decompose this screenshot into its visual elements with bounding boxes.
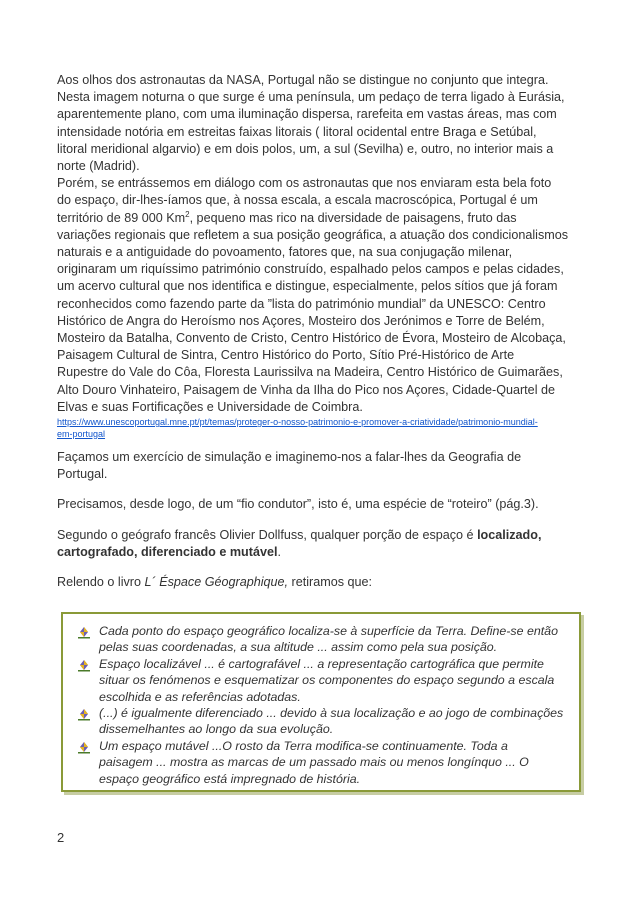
- diamond-bullet-icon: [77, 658, 91, 672]
- intro-line: norte (Madrid).: [57, 159, 140, 174]
- list-item: [77, 738, 577, 787]
- book-title: L´ Éspace Géographique,: [144, 575, 289, 590]
- book-paragraph: [57, 574, 582, 591]
- document-body: [57, 72, 582, 591]
- intro-line: Histórico de Angra do Heroísmo nos Açores, Mosteiro dos Jerónimos e Torre de Belém,: [57, 313, 545, 328]
- page-number: 2: [57, 830, 65, 845]
- dollfuss-line: [57, 544, 582, 561]
- list-item: [77, 656, 577, 705]
- intro-line: reconhecidos como fazendo parte da ”lista do património mundial” da UNESCO: Centro: [57, 296, 546, 311]
- area-text: território de 89 000 Km: [57, 210, 186, 225]
- dollfuss-paragraph: [57, 527, 582, 561]
- intro-paragraph: [57, 72, 582, 416]
- list-item-text: [99, 705, 563, 738]
- list-item-line: Um espaço mutável ...O rosto da Terra modifica-se continuamente. Toda a: [99, 738, 508, 753]
- intro-line: Porém, se entrássemos em diálogo com os astronautas que nos enviaram esta bela foto: [57, 176, 552, 191]
- dollfuss-bold: cartografado, diferenciado e mutável: [57, 544, 278, 559]
- list-item-line: paisagem ... mostra as marcas de um passado mais ou menos longínquo ... O: [99, 755, 529, 770]
- simulation-paragraph: [57, 449, 582, 483]
- dollfuss-line: [57, 527, 582, 544]
- dollfuss-text: .: [277, 544, 281, 559]
- unesco-link-line[interactable]: https://www.unescoportugal.mne.pt/pt/temas/proteger-o-nosso-patrimonio-e-promover-a-criatividade/patrimonio-mundial-: [57, 417, 538, 428]
- list-item-line: dissemelhantes ao longo da sua evolução.: [99, 722, 334, 737]
- intro-line: variações regionais que refletem a sua posição geográfica, a atuação dos condicionalismos: [57, 227, 569, 242]
- intro-line: Mosteiro da Batalha, Convento de Cristo, Centro Histórico de Évora, Mosteiro de Alcobaça,: [57, 331, 566, 346]
- dollfuss-bold: localizado,: [477, 527, 542, 542]
- unesco-link-line[interactable]: em-portugal: [57, 428, 106, 439]
- diamond-bullet-icon: [77, 707, 91, 721]
- list-item-line: situar os fenómenos e esquematizar os componentes do espaço segundo a escala: [99, 673, 555, 688]
- unesco-link[interactable]: [57, 417, 582, 440]
- list-item-line: pelas suas coordenadas, a sua altitude ... assim como pela sua posição.: [99, 640, 498, 655]
- intro-line: litoral meridional algarvio) e em dois polos, um, a sul (Sevilha) e, outro, no interior mais a: [57, 141, 554, 156]
- area-superscript: 2: [185, 209, 190, 219]
- list-item-line: (...) é igualmente diferenciado ... devido à sua localização e ao jogo de combinações: [99, 706, 564, 721]
- dollfuss-text: Segundo o geógrafo francês Olivier Dollfuss, qualquer porção de espaço é: [57, 527, 478, 542]
- simulation-line: Façamos um exercício de simulação e imaginemo-nos a falar-lhes da Geografia de: [57, 450, 522, 465]
- list-item-line: espaço geográfico está impregnado de história.: [99, 771, 361, 786]
- area-text-cont: , pequeno mas rico na diversidade de paisagens, fruto das: [189, 210, 517, 225]
- list-item-line: escolhida e as referências adotadas.: [99, 689, 301, 704]
- diamond-bullet-icon: [77, 740, 91, 754]
- list-item-text: [99, 623, 558, 656]
- quote-box: [61, 612, 581, 792]
- diamond-bullet-icon: [77, 625, 91, 639]
- intro-line: Aos olhos dos astronautas da NASA, Portugal não se distingue no conjunto que integra.: [57, 73, 549, 87]
- list-item: [77, 623, 577, 656]
- list-item-line: Espaço localizável ... é cartografável ... a representação cartográfica que permite: [99, 656, 544, 671]
- intro-line: do espaço, dir-lhes-íamos que, à nossa escala, a escala macroscópica, Portugal é um: [57, 193, 538, 208]
- list-item: [77, 705, 577, 738]
- book-text: Relendo o livro: [57, 575, 145, 590]
- intro-line: Paisagem Cultural de Sintra, Centro Histórico do Porto, Sítio Pré-Histórico de Arte: [57, 348, 515, 363]
- intro-line: um acervo cultural que nos identifica e distingue, especialmente, pelos sítios que já foram: [57, 279, 558, 294]
- intro-line: Alto Douro Vinhateiro, Paisagem de Vinha da Ilha do Pico nos Açores, Cidade-Quartel de: [57, 382, 555, 397]
- intro-line: originaram um riquíssimo património construído, espalhado pelos campos e pelas cidades,: [57, 262, 564, 277]
- intro-line: Elvas e suas Fortificações e Universidade de Coimbra.: [57, 399, 363, 414]
- area-line: [57, 210, 582, 227]
- simulation-line: Portugal.: [57, 467, 108, 482]
- guiding-thread-line: Precisamos, desde logo, de um “fio condutor”, isto é, uma espécie de “roteiro” (pág.3).: [57, 497, 539, 512]
- list-item-line: Cada ponto do espaço geográfico localiza-se à superfície da Terra. Define-se então: [99, 624, 558, 638]
- list-item-text: [99, 656, 554, 705]
- list-item-text: [99, 738, 529, 787]
- quote-list: [77, 623, 577, 787]
- intro-line: aparentemente plano, com uma iluminação dispersa, rarefeita em vastas áreas, mas com: [57, 107, 557, 122]
- intro-line: intensidade notória em estreitas faixas litorais ( litoral ocidental entre Braga e Setúbal,: [57, 124, 537, 139]
- guiding-thread-paragraph: [57, 496, 582, 513]
- intro-line: Rupestre do Vale do Côa, Floresta Laurissilva na Madeira, Centro Histórico de Guimarães,: [57, 365, 563, 380]
- book-text: retiramos que:: [288, 575, 373, 590]
- intro-line: naturais e a antiguidade do povoamento, fatores que, na sua conjugação milenar,: [57, 245, 513, 260]
- intro-line: Nesta imagem noturna o que surge é uma península, um pedaço de terra ligado à Eurásia,: [57, 90, 565, 105]
- book-line: [57, 574, 582, 591]
